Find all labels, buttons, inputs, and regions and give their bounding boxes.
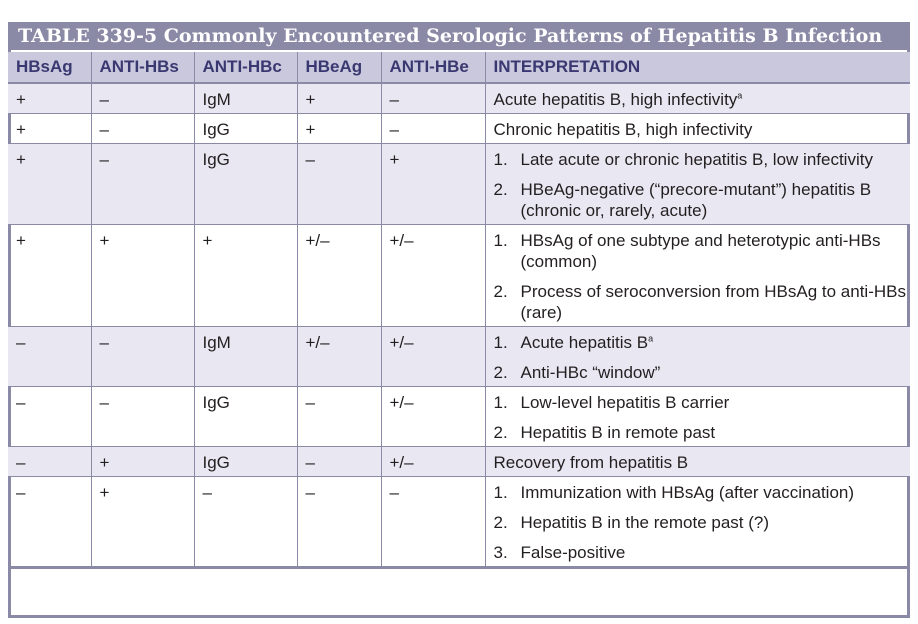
item-text	[521, 482, 855, 503]
item-text-body: Hepatitis B in the remote past (?)	[520, 513, 770, 532]
item-text-body: Acute hepatitis B	[520, 333, 649, 352]
item-text-body: HBsAg of one subtype and heterotypic anti-HBs (common)	[520, 231, 881, 271]
col-header-anti-hbe: ANTI-HBe	[381, 52, 485, 83]
table-row	[8, 447, 910, 477]
item-number: 1.	[493, 483, 508, 502]
hbeag-cell: –	[297, 447, 381, 477]
col-header-hbsag: HBsAg	[8, 52, 91, 83]
col-header-anti-hbs: ANTI-HBs	[91, 52, 194, 83]
item-text-body: Immunization with HBsAg (after vaccination)	[520, 483, 855, 502]
item-number: 3.	[493, 543, 508, 562]
hbsag-cell: –	[8, 477, 91, 568]
interpretation-item	[494, 482, 911, 503]
anti-hbc-cell: IgG	[194, 387, 297, 447]
table-row	[8, 477, 910, 568]
anti-hbe-cell: +	[381, 144, 485, 225]
hbsag-cell: +	[8, 114, 91, 144]
hbsag-cell: –	[8, 327, 91, 387]
table-row	[8, 83, 910, 114]
footnote-marker: a	[737, 90, 743, 101]
item-text-body: False-positive	[520, 543, 626, 562]
item-text-body: Hepatitis B in remote past	[520, 423, 716, 442]
item-text	[494, 119, 753, 140]
item-text	[521, 362, 661, 383]
serology-table	[8, 52, 910, 569]
table-row	[8, 144, 910, 225]
interpretation-item	[494, 149, 911, 170]
interpretation-item	[494, 392, 911, 413]
anti-hbe-cell: +/–	[381, 225, 485, 327]
anti-hbc-cell: IgG	[194, 114, 297, 144]
interpretation-item	[494, 230, 911, 272]
hbeag-cell: +	[297, 114, 381, 144]
item-number: 2.	[493, 180, 508, 199]
anti-hbc-cell: –	[194, 477, 297, 568]
hbeag-cell: +	[297, 83, 381, 114]
anti-hbe-cell: +/–	[381, 387, 485, 447]
anti-hbs-cell: +	[91, 477, 194, 568]
interpretation-item	[494, 512, 911, 533]
anti-hbc-cell: +	[194, 225, 297, 327]
item-number: 1.	[493, 393, 508, 412]
item-number: 1.	[493, 150, 508, 169]
anti-hbs-cell: –	[91, 327, 194, 387]
item-number: 1.	[493, 231, 508, 250]
item-text	[521, 392, 730, 413]
anti-hbs-cell: +	[91, 225, 194, 327]
col-header-anti-hbc: ANTI-HBc	[194, 52, 297, 83]
item-number: 1.	[493, 333, 508, 352]
item-text	[521, 542, 626, 563]
item-text	[521, 230, 911, 272]
interpretation-item	[494, 332, 911, 353]
item-text-body: Late acute or chronic hepatitis B, low infectivity	[520, 150, 873, 169]
hbsag-cell: –	[8, 387, 91, 447]
anti-hbc-cell: IgM	[194, 327, 297, 387]
item-number: 2.	[493, 513, 508, 532]
hbeag-cell: +/–	[297, 327, 381, 387]
header-row	[8, 52, 910, 83]
interpretation-item	[494, 89, 911, 110]
hbeag-cell: +/–	[297, 225, 381, 327]
item-number: 2.	[493, 363, 508, 382]
item-text	[521, 281, 911, 323]
interpretation-item	[494, 179, 911, 221]
item-text	[494, 452, 689, 473]
table-row	[8, 327, 910, 387]
hbsag-cell: –	[8, 447, 91, 477]
hbeag-cell: –	[297, 387, 381, 447]
hbeag-cell: –	[297, 144, 381, 225]
footnote-marker: a	[648, 333, 654, 344]
item-text-body: Low-level hepatitis B carrier	[520, 393, 730, 412]
item-text-body: HBeAg-negative (“precore-mutant”) hepatitis B (chronic or, rarely, acute)	[520, 180, 872, 220]
item-text	[521, 422, 716, 443]
table-row	[8, 387, 910, 447]
anti-hbe-cell: –	[381, 114, 485, 144]
table-title: TABLE 339-5 Commonly Encountered Serologic Patterns of Hepatitis B Infection	[8, 22, 910, 50]
item-number: 2.	[493, 423, 508, 442]
hbsag-cell: +	[8, 225, 91, 327]
item-number: 2.	[493, 282, 508, 301]
anti-hbe-cell: –	[381, 477, 485, 568]
item-text	[521, 149, 873, 170]
interpretation-cell	[485, 327, 910, 387]
item-text	[521, 179, 911, 221]
anti-hbs-cell: –	[91, 83, 194, 114]
interpretation-cell	[485, 447, 910, 477]
anti-hbs-cell: –	[91, 114, 194, 144]
anti-hbs-cell: +	[91, 447, 194, 477]
hbsag-cell: +	[8, 83, 91, 114]
table-row	[8, 114, 910, 144]
col-header-interpretation: INTERPRETATION	[485, 52, 910, 83]
interpretation-item	[494, 542, 911, 563]
interpretation-cell	[485, 387, 910, 447]
interpretation-cell	[485, 144, 910, 225]
item-text	[521, 332, 654, 353]
anti-hbs-cell: –	[91, 387, 194, 447]
interpretation-cell	[485, 114, 910, 144]
table-row	[8, 225, 910, 327]
interpretation-cell	[485, 83, 910, 114]
interpretation-item	[494, 119, 911, 140]
anti-hbe-cell: +/–	[381, 327, 485, 387]
anti-hbe-cell: –	[381, 83, 485, 114]
hbeag-cell: –	[297, 477, 381, 568]
item-text-body: Acute hepatitis B, high infectivity	[493, 90, 738, 109]
item-text-body: Chronic hepatitis B, high infectivity	[493, 120, 753, 139]
item-text-body: Process of seroconversion from HBsAg to anti-HBs (rare)	[520, 282, 906, 322]
item-text	[494, 89, 743, 110]
anti-hbs-cell: –	[91, 144, 194, 225]
interpretation-item	[494, 452, 911, 473]
col-header-hbeag: HBeAg	[297, 52, 381, 83]
interpretation-item	[494, 362, 911, 383]
anti-hbe-cell: +/–	[381, 447, 485, 477]
hbsag-cell: +	[8, 144, 91, 225]
anti-hbc-cell: IgG	[194, 447, 297, 477]
interpretation-cell	[485, 225, 910, 327]
item-text	[521, 512, 770, 533]
item-text-body: Anti-HBc “window”	[520, 363, 661, 382]
anti-hbc-cell: IgM	[194, 83, 297, 114]
item-text-body: Recovery from hepatitis B	[493, 453, 689, 472]
interpretation-cell	[485, 477, 910, 568]
interpretation-item	[494, 281, 911, 323]
interpretation-item	[494, 422, 911, 443]
anti-hbc-cell: IgG	[194, 144, 297, 225]
